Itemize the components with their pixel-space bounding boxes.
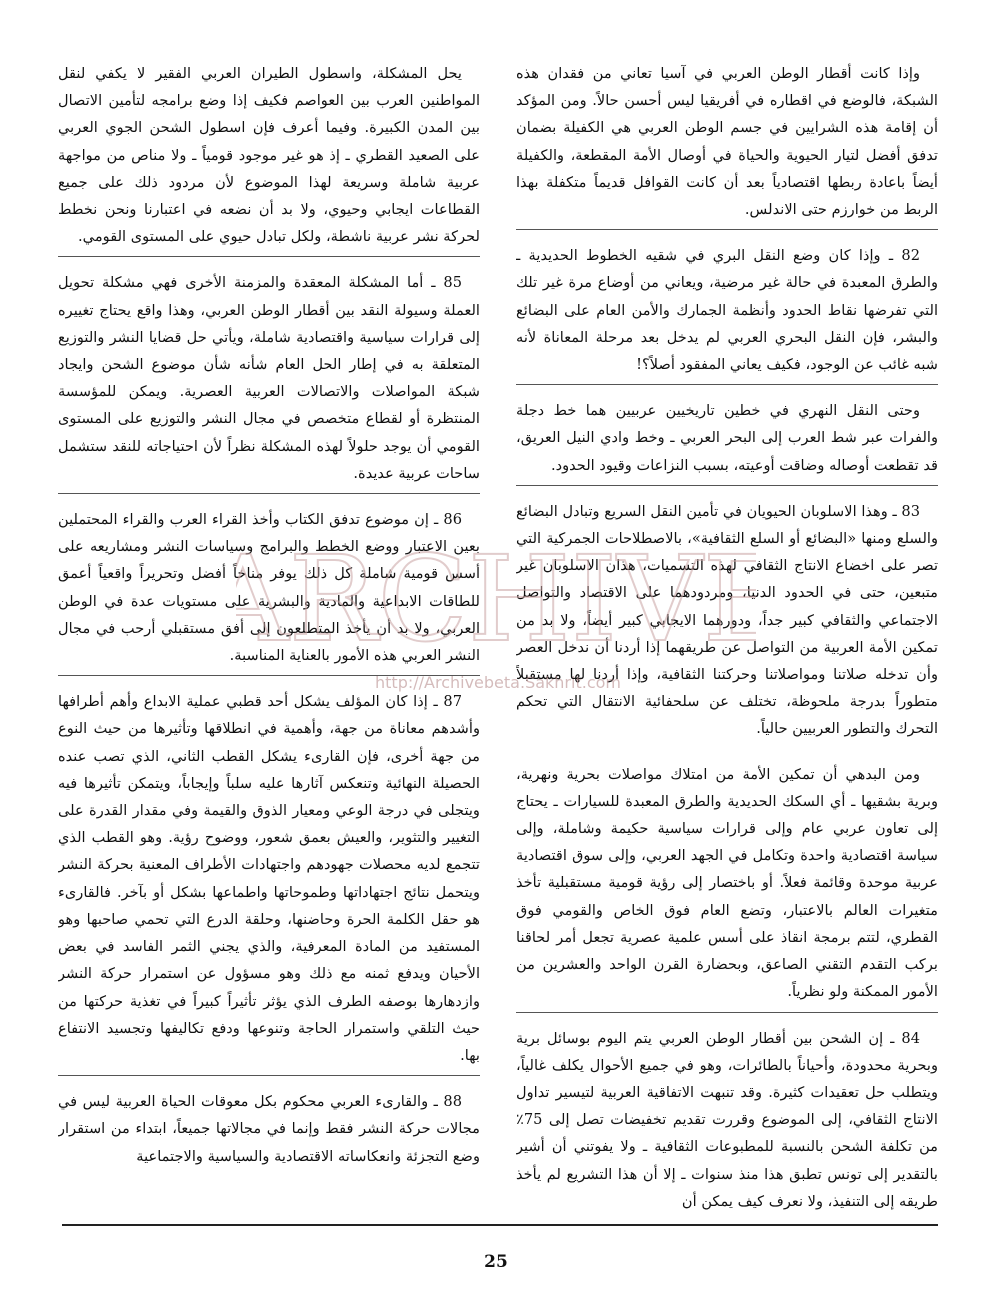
- paragraph-85: 85 ـ أما المشكلة المعقدة والمزمنة الأخرى فهي مشكلة تحويل العملة وسيولة النقد بين أقطار الوطن العربي، وهذا واقع يحتاج تغييره إلى قرارات سياسية واقتصادية شاملة، ويأتي حل قضايا النشر والتوزيع المتعلقة به في إطار الحل العام شأنه شأن موضوع الشحن وايجاد شبكة المواصلات والاتصالات العربية العصرية. ويمكن للمؤسسة المنتظرة أو لقطاع متخصص في مجال النشر والتوزيع على المستوى القومي أن يوجد حلولاً لهذه المشكلة نظراً لأن احتياجاته للنقد ستشمل ساحات عربية عديدة.: [58, 263, 480, 494]
- paragraph-82: 82 ـ وإذا كان وضع النقل البري في شقيه الخطوط الحديدية ـ والطرق المعبدة في حالة غير مرضية، ويعاني من أوضاع مرة غير تلك التي تفرضها نقاط الحدود وأنظمة الجمارك والأمن العام على البضائع والبشر، فإن النقل البحري العربي لم يدخل بعد مرحلة المعاناة لأنه شبه غائب عن الوجود، فكيف يعاني المفقود أصلاً؟!: [516, 236, 938, 385]
- paragraph-r1: وإذا كانت أقطار الوطن العربي في آسيا تعاني من فقدان هذه الشبكة، فالوضع في اقطاره في أفريقيا ليس أحسن حالاً. ومن المؤكد أن إقامة هذه الشرايين في جسم الوطن العربي هي الكفيلة بضمان تدفق أفضل لتيار الحيوية والحياة في أوصال الأمة المقطعة، والكفيلة أيضاً باعادة ربطها اقتصادياً بعد أن كانت القوافل قديماً متكفلة بهذا الربط من خوارزم حتى الاندلس.: [516, 60, 938, 230]
- paragraph-l1: يحل المشكلة، واسطول الطيران العربي الفقير لا يكفي لنقل المواطنين العرب بين العواصم فكيف إذا وضع برامجه لتأمين الاتصال بين المدن الكبيرة. وفيما أعرف فإن اسطول الشحن الجوي العربي على الصعيد القطري ـ إذ هو غير موجود قومياً ـ ولا مناص من مواجهة عربية شاملة وسريعة لهذا الموضوع لأن مردود ذلك على جميع القطاعات ايجابي وحيوي، ولا بد أن نضعه في اعتبارنا ونحن نخطط لحركة نشر عربية ناشطة، ولكل تبادل حيوي على المستوى القومي.: [58, 60, 480, 257]
- right-column: [516, 60, 938, 1220]
- svg-text:ARCHIVE: ARCHIVE: [236, 530, 756, 668]
- svg-text:http://Archivebeta.Sakhrit.com: http://Archivebeta.Sakhrit.com: [375, 673, 621, 692]
- page-number: 25: [484, 1252, 508, 1272]
- text-columns: [58, 60, 938, 1220]
- footer-rule: [62, 1224, 938, 1226]
- left-column: [58, 60, 480, 1220]
- paragraph-r5: ومن البدهي أن تمكين الأمة من امتلاك مواصلات بحرية ونهرية، وبرية بشقيها ـ أي السكك الحديدية والطرق المعبدة للسيارات ـ يحتاج إلى تعاون عربي عام وإلى قرارات سياسية حكيمة وشاملة، وإلى سياسة اقتصادية واحدة وتكامل في الجهد العربي، وإلى سوق اقتصادية عربية موحدة وقائمة فعلاً. أو باختصار إلى رؤية قومية مستقبلية تأخذ متغيرات العالم بالاعتبار، وتضع العام فوق الخاص والقومي فوق القطري، لتتم برمجة انقاذ على أسس علمية عصرية تجعل أمر لحاقنا بركب التقدم التقني الصاعق، وبحضارة القرن الواحد والعشرين من الأمور الممكنة ولو نظرياً.: [516, 755, 938, 1013]
- paragraph-83: 83 ـ وهذا الاسلوبان الحيويان في تأمين النقل السريع وتبادل البضائع والسلع ومنها «البضائع أو السلع الثقافية»، بالاصطلاحات الجمركية التي تصر على اخضاع الانتاج الثقافي لهذه التسميات، هذان الاسلوبان غير متبعين، حتى في الحدود الدنيا، ومردودهما على الاقتصاد والتواصل الاجتماعي والثقافي كبير جداً، ودورهما الايجابي كبير أيضاً، ولا بد من تمكين الأمة العربية من التواصل عن طريقهما إذا أردنا أن ندخل العصر وأن تدخله صلاتنا ومواصلاتنا وحركتنا الثقافية، وإذا أردنا لها مستقبلاً متطوراً بدرجة ملحوظة، تختلف عن سلحفائية الانتقال التي تحكم التحرك والتطور العربيين حالياً.: [516, 502, 938, 738]
- paragraph-86: 86 ـ إن موضوع تدفق الكتاب وأخذ القراء العرب والقراء المحتملين بعين الاعتبار ووضع الخطط والبرامج وسياسات النشر ومشاريعه على أسس قومية شاملة كل ذلك يوفر مناخاً أفضل وتحريراً واقعياً أعمق للطاقات الابداعية والمادية والبشرية على مستويات عدة في الوطن العربي، ولا بد أن يأخذ المتطلعون إلى أفق مستقبلي أرحب في مجال النشر العربي هذه الأمور بالعناية المناسبة.: [58, 500, 480, 676]
- paragraph-84: 84 ـ إن الشحن بين أقطار الوطن العربي يتم اليوم بوسائل برية وبحرية محدودة، وأحياناً بالطائرات، وهو في جميع الأحوال يكلف غالياً، ويتطلب حل تعقيدات كثيرة. وقد تنبهت الاتفاقية العربية لتيسير تداول الانتاج الثقافي، إلى الموضوع وقررت تقديم تخفيضات تصل إلى 75٪ من تكلفة الشحن بالنسبة للمطبوعات الثقافية ـ ولا يفوتني أن أشير بالتقدير إلى تونس تطبق هذا منذ سنوات ـ إلا أن هذا التشريع لم يأخذ طريقه إلى التنفيذ، ولا نعرف كيف يمكن أن: [516, 1029, 938, 1210]
- paragraph-r3: وحتى النقل النهري في خطين تاريخيين عربيين هما خط دجلة والفرات عبر شط العرب إلى البحر العربي ـ وخط وادي النيل العريق، قد تقطعت أوصاله وضاقت أوعيته، بسبب النزاعات وقيود الحدود.: [516, 391, 938, 486]
- paragraph-87: 87 ـ إذا كان المؤلف يشكل أحد قطبي عملية الابداع وأهم أطرافها وأشدهم معاناة من جهة، وأهمية في انطلاقها وتأثيرها من حيث النوع من جهة أخرى، فإن القارىء يشكل القطب الثاني، الذي تصب عنده الحصيلة النهائية وتنعكس آثارها عليه سلباً وإيجاباً، ويتمكن تأثيرها فيه ويتجلى في درجة الوعي ومعيار الذوق والقيمة وفي مقدار القدرة على التغيير والتثوير، والعيش بعمق شعور، ووضوح رؤية. وهو القطب الذي تتجمع لديه محصلات جهودهم واجتهادات الأطراف المعنية بحركة النشر ويتحمل نتائج اجتهاداتها وطموحاتها واطماعها بشكل أو بآخر. فالقارىء هو حقل الكلمة الحرة وحاضنها، وحلقة الدرع التي تحمي صاحبها وهو المستفيد من المادة المعرفية، والذي يجني الثمر الفاسد في بعض الأحيان ويدفع ثمنه مع ذلك وهو مسؤول عن استمرار حركة النشر وازدهارها بوصفه الطرف الذي يؤثر تأثيراً كبيراً في تغذية حركتها من حيث التلقي واستمرار الحاجة وتنوعها ودفع تكاليفها وتجسيد الانتفاع بها.: [58, 682, 480, 1076]
- paragraph-88: 88 ـ والقارىء العربي محكوم بكل معوقات الحياة العربية ليس في مجالات حركة النشر فقط وإنما في مجالاتها جميعاً، ابتداء من استقرار وضع التجزئة وانعكاساته الاقتصادية والسياسية والاجتماعية: [58, 1093, 480, 1165]
